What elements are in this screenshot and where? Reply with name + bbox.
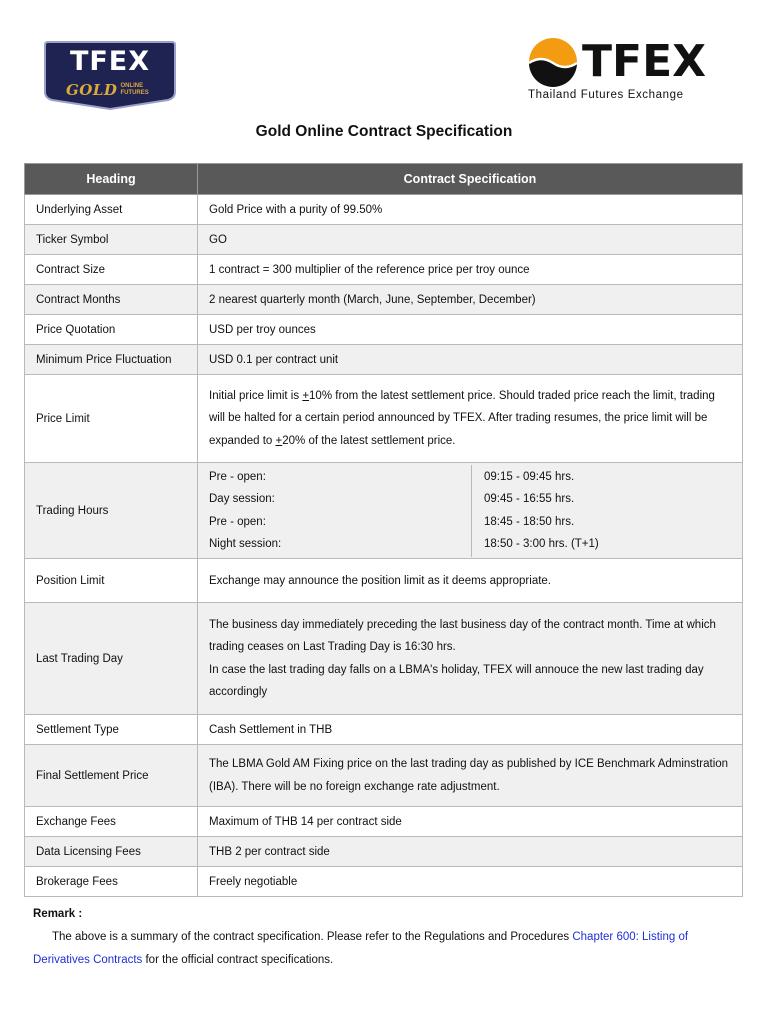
table-row-brokerage-fees <box>25 867 743 897</box>
tfex-wordmark: TFEX <box>582 36 707 87</box>
session-times <box>472 465 599 557</box>
session-time: 18:50 - 3:00 hrs. (T+1) <box>484 538 599 550</box>
table-row-contract-size <box>25 255 743 285</box>
session-time: 09:45 - 16:55 hrs. <box>484 493 575 505</box>
row-value: 1 contract = 300 multiplier of the reference price per troy ounce <box>198 255 743 285</box>
session-name: Night session: <box>209 538 282 550</box>
row-value: Gold Price with a purity of 99.50% <box>198 195 743 225</box>
column-header-heading: Heading <box>25 164 198 195</box>
trading-hours-grid <box>209 465 742 557</box>
remark-text-before: The above is a summary of the contract specification. Please refer to the Regulations and Procedures <box>52 931 573 943</box>
row-value: USD per troy ounces <box>198 315 743 345</box>
session-name: Day session: <box>209 493 275 505</box>
last-trading-day-para-1: The business day immediately preceding the last business day of the contract month. Time at which trading ceases on Last Trading Day is 16:30 hrs. <box>209 618 716 653</box>
remark-text-after: for the official contract specifications. <box>142 953 334 966</box>
table-row-position-limit <box>25 559 743 603</box>
sun-wave-icon <box>527 36 579 88</box>
remark-text <box>33 926 733 971</box>
row-value: GO <box>198 225 743 255</box>
tfex-gold-online-badge-logo <box>44 40 176 110</box>
page-title: Gold Online Contract Specification <box>255 123 513 140</box>
table-row-underlying-asset <box>25 195 743 225</box>
price-limit-text-2: 10% from the latest settlement price. Should traded price reach the limit, trading will be halted for a certain period announced by TFEX. After trading resumes, the price limit will be expanded to <box>209 389 715 447</box>
badge-tag-line2: FUTURES <box>120 90 149 96</box>
column-header-specification: Contract Specification <box>198 164 743 195</box>
session-name: Pre - open: <box>209 515 266 528</box>
price-limit-text-3: 20% of the latest settlement price. <box>282 434 456 447</box>
table-row-price-quotation <box>25 315 743 345</box>
row-label: Price Quotation <box>25 315 198 345</box>
badge-title: TFEX <box>69 46 151 77</box>
row-value: Freely negotiable <box>198 867 743 897</box>
row-value: 2 nearest quarterly month (March, June, September, December) <box>198 285 743 315</box>
row-label: Position Limit <box>25 559 198 603</box>
row-label: Last Trading Day <box>25 603 198 715</box>
row-value: THB 2 per contract side <box>198 837 743 867</box>
table-row-data-licensing-fees <box>25 837 743 867</box>
row-label: Trading Hours <box>25 463 198 559</box>
plus-minus-sign: + <box>302 389 310 402</box>
row-label: Ticker Symbol <box>25 225 198 255</box>
table-row-settlement-type <box>25 715 743 745</box>
table-row-final-settlement-price <box>25 745 743 807</box>
row-value: Exchange may announce the position limit as it deems appropriate. <box>198 559 743 603</box>
row-label: Final Settlement Price <box>25 745 198 807</box>
badge-tag-line1: ONLINE <box>120 83 144 89</box>
row-value: The LBMA Gold AM Fixing price on the last trading day as published by ICE Benchmark Adminstration (IBA). There will be no foreign exchange rate adjustment. <box>198 745 743 807</box>
chapter-600-link[interactable]: Chapter 600: Listing of Derivatives Contracts <box>33 931 689 966</box>
badge-gold-text: GOLD <box>66 81 118 99</box>
row-value: Maximum of THB 14 per contract side <box>198 807 743 837</box>
table-row-trading-hours <box>25 463 743 559</box>
tfex-logo <box>527 36 717 106</box>
session-time: 09:15 - 09:45 hrs. <box>484 470 575 483</box>
trading-hours-cell <box>198 463 743 559</box>
row-label: Settlement Type <box>25 715 198 745</box>
row-label: Brokerage Fees <box>25 867 198 897</box>
row-value: Cash Settlement in THB <box>198 715 743 745</box>
row-value <box>198 603 743 715</box>
tfex-tagline: Thailand Futures Exchange <box>528 89 684 101</box>
row-label: Underlying Asset <box>25 195 198 225</box>
session-name: Pre - open: <box>209 470 266 483</box>
table-header-row <box>25 164 743 195</box>
plus-minus-sign: + <box>275 434 283 447</box>
row-label: Minimum Price Fluctuation <box>25 345 198 375</box>
row-label: Contract Size <box>25 255 198 285</box>
remark-title: Remark : <box>33 908 83 920</box>
table-row-minimum-price-fluctuation <box>25 345 743 375</box>
session-names <box>209 465 472 557</box>
price-limit-text-1: Initial price limit is <box>209 389 303 402</box>
table-row-exchange-fees <box>25 807 743 837</box>
row-label: Data Licensing Fees <box>25 837 198 867</box>
table-row-ticker-symbol <box>25 225 743 255</box>
session-time: 18:45 - 18:50 hrs. <box>484 515 575 528</box>
row-label: Contract Months <box>25 285 198 315</box>
table-row-price-limit <box>25 375 743 463</box>
row-label: Price Limit <box>25 375 198 463</box>
badge-subtitle <box>66 80 149 100</box>
badge-tagline <box>120 83 148 97</box>
row-value <box>198 375 743 463</box>
table-row-contract-months <box>25 285 743 315</box>
row-value: USD 0.1 per contract unit <box>198 345 743 375</box>
contract-spec-table <box>24 163 743 897</box>
table-row-last-trading-day <box>25 603 743 715</box>
row-label: Exchange Fees <box>25 807 198 837</box>
last-trading-day-para-2: In case the last trading day falls on a LBMA's holiday, TFEX will annouce the new last trading day accordingly <box>209 663 704 698</box>
